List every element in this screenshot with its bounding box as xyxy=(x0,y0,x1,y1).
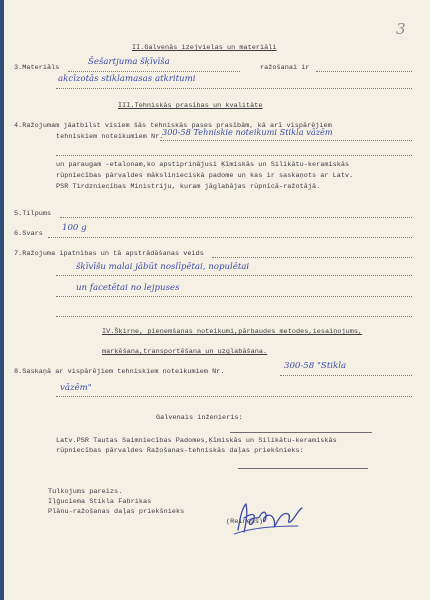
signer-name: (Reiness) xyxy=(226,518,264,526)
dotted-line xyxy=(56,88,412,89)
item4-line5: PSR Tirdzniecības Ministriju, kuram jāglabājas rūpnīcā-ražotājā. xyxy=(56,183,321,191)
dotted-line xyxy=(68,71,240,72)
section4-heading-line1: IV.Šķirne, pieņemšanas noteikumi,pārbaudes metodes,iesaiņojums, xyxy=(102,328,363,336)
dotted-line xyxy=(48,237,412,238)
item4-line2-prefix: tehniskiem noteikumiem Nr. xyxy=(56,133,164,141)
dotted-line xyxy=(56,275,412,276)
item3-mid-text: ražošanai ir xyxy=(260,64,310,72)
signature-line xyxy=(238,468,368,469)
item7-handwritten-2: un facetētai no lejpuses xyxy=(76,283,180,293)
handwritten-signature xyxy=(232,496,306,538)
item4-line3: un paraugam -etalonam,ko apstiprinājusi Ķīmiskās un Silikātu-keramiskās xyxy=(56,161,350,169)
section2-heading: II.Galvenās izejvielas un materiāli xyxy=(132,44,277,52)
item8-handwritten-1: 300-58 "Stikla xyxy=(284,361,347,371)
dotted-line xyxy=(56,316,412,317)
translation-line2: Iļģuciema Stikla Fabrikas xyxy=(48,498,152,506)
dotted-line xyxy=(56,396,412,397)
page-number: 3 xyxy=(396,20,406,38)
dotted-line xyxy=(56,296,412,297)
item3-handwritten: Šešartjuma šķīvīša xyxy=(88,57,170,67)
item3-label: 3.Materiāls xyxy=(14,64,60,72)
approval-line1: Latv.PSR Tautas Saimniecības Padomes,Ķīmiskās un Silikātu-keramiskās xyxy=(56,437,337,445)
item4-line4: rūpniecības pārvaldes mākslinieciskā padome un kas ir saskaņots ar Latv. xyxy=(56,172,354,180)
chief-engineer-label: Galvenais inženieris: xyxy=(156,414,243,422)
signature-line xyxy=(230,432,372,433)
dotted-line xyxy=(56,155,412,156)
item5-label: 5.Tilpums xyxy=(14,210,52,218)
item6-label: 6.Svars xyxy=(14,230,43,238)
approval-line2: rūpniecības pārvaldes Ražošanas-tehniskās daļas priekšnieks: xyxy=(56,447,304,455)
section3-heading: III.Tehniskās prasības un kvalitāte xyxy=(118,102,263,110)
item8-label: 8.Saskaņā ar vispārējiem tehniskiem noteikumiem Nr. xyxy=(14,368,225,376)
dotted-line xyxy=(280,375,412,376)
dotted-line xyxy=(212,257,412,258)
item7-label: 7.Ražojuma īpatnības un tā apstrādāšanas veids xyxy=(14,250,204,258)
item3-handwritten-2: akcīzotās stiklamasas atkritumi xyxy=(58,74,196,84)
dotted-line xyxy=(60,217,412,218)
translation-line1: Tulkojums pareizs. xyxy=(48,488,123,496)
item8-handwritten-2: vāzēm" xyxy=(60,383,92,393)
item6-handwritten: 100 g xyxy=(62,223,87,233)
dotted-line xyxy=(316,71,412,72)
scan-edge xyxy=(0,0,4,600)
item4-handwritten: 300-58 Tehniskie noteikumi Stikla vāzēm xyxy=(162,127,333,137)
dotted-line xyxy=(160,140,412,141)
translation-line3: Plānu-ražošanas daļas priekšnieks xyxy=(48,508,185,516)
item4-line1: 4.Ražojumam jāatbilst visiem šās tehniskās pases prasībām, kā arī vispārējiem xyxy=(14,122,332,130)
item7-handwritten-1: šķīvīšu malai jābūt noslīpētai, nopulētai xyxy=(76,262,250,272)
section4-heading-line2: marķēšana,transportēšana un uzglabāšana. xyxy=(102,348,268,356)
